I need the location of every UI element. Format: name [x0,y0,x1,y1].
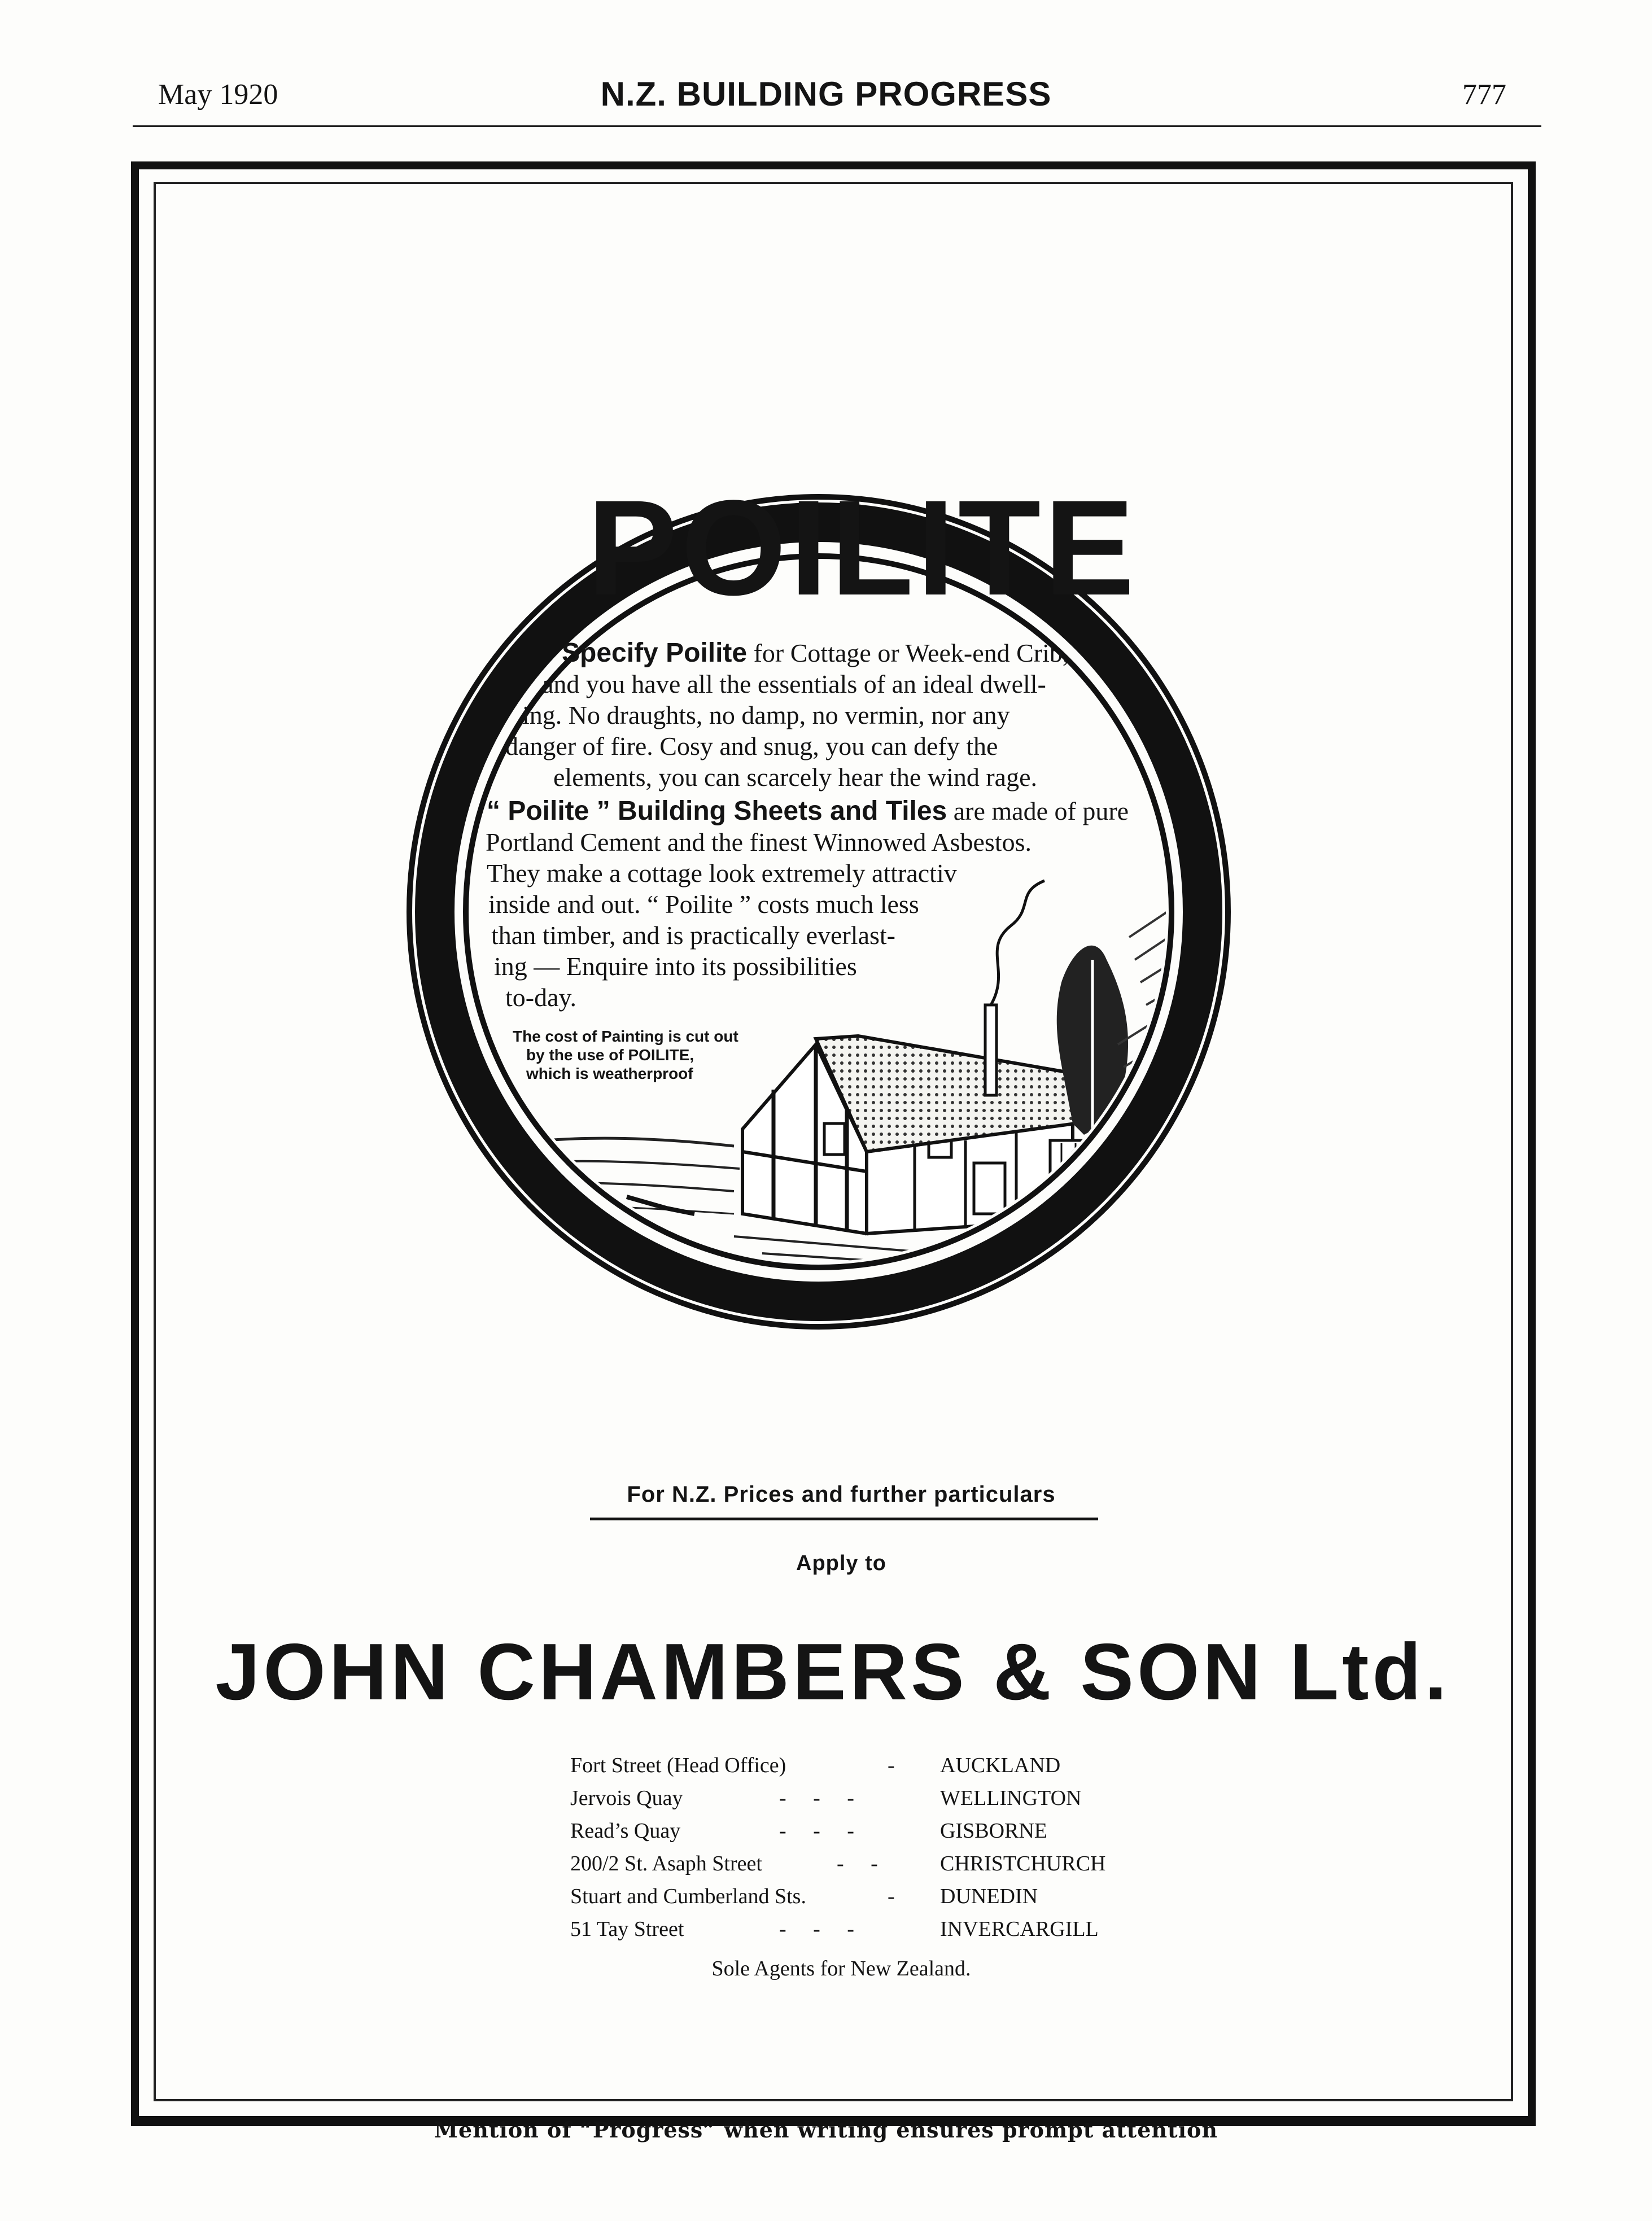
ad-line: and you have all the essentials of an ideal dwell- [542,670,1046,698]
branch-dash: - [888,1754,895,1777]
branch-dash: - - - [779,1819,854,1843]
ad-line: than timber, and is practically everlast- [491,921,895,950]
branch-dash: - - - [779,1917,854,1941]
ad-line: Portland Cement and the finest Winnowed Asbestos. [486,828,1032,856]
painting-note-line: by the use of POILITE, [526,1046,694,1064]
branch-address: Stuart and Cumberland Sts. [570,1885,806,1908]
ad-line: Specify Poilite for Cottage or Week-end Crib, [562,638,1069,668]
apply-to-label: Apply to [796,1551,886,1575]
ad-line: elements, you can scarcely hear the wind rage. [553,763,1037,792]
branch-address: 200/2 St. Asaph Street [570,1852,762,1875]
journal-title: N.Z. BUILDING PROGRESS [600,75,1052,113]
ad-line: ing — Enquire into its possibilities [494,952,857,981]
company-name: JOHN CHAMBERS & SON Ltd. [215,1627,1450,1717]
branch-city: INVERCARGILL [940,1917,1099,1941]
ad-line: ing. No draughts, no damp, no vermin, nor any [522,701,1010,729]
branch-city: WELLINGTON [940,1786,1082,1810]
branch-city: DUNEDIN [940,1885,1038,1908]
poilite-logo: POILITE [587,472,1138,623]
branch-address: Fort Street (Head Office) [570,1754,786,1777]
footer-note: Mention of “Progress” when writing ensures prompt attention [434,2117,1218,2143]
branch-dash: - - - [779,1786,854,1810]
page-number: 777 [1462,78,1506,111]
sole-agents-note: Sole Agents for New Zealand. [711,1957,971,1980]
painting-note-line: The cost of Painting is cut out [513,1028,738,1045]
prices-heading: For N.Z. Prices and further particulars [627,1482,1056,1507]
ad-line: to-day. [505,983,577,1012]
branch-city: GISBORNE [940,1819,1048,1843]
branch-address: Jervois Quay [570,1786,683,1810]
issue-date: May 1920 [158,78,278,111]
branch-city: CHRISTCHURCH [940,1852,1106,1875]
prices-heading-underline [590,1518,1098,1520]
branch-city: AUCKLAND [940,1754,1061,1777]
branch-dash: - - [837,1852,878,1875]
ad-line: They make a cottage look extremely attractiv [487,859,957,887]
branch-address: Read’s Quay [570,1819,681,1843]
branch-address: 51 Tay Street [570,1917,684,1941]
branch-dash: - [888,1885,895,1908]
ad-line: inside and out. “ Poilite ” costs much less [488,890,919,919]
ad-line: “ Poilite ” Building Sheets and Tiles are made of pure [487,796,1129,826]
painting-note-line: which is weatherproof [526,1065,693,1082]
ad-line: danger of fire. Cosy and snug, you can defy the [505,732,998,760]
